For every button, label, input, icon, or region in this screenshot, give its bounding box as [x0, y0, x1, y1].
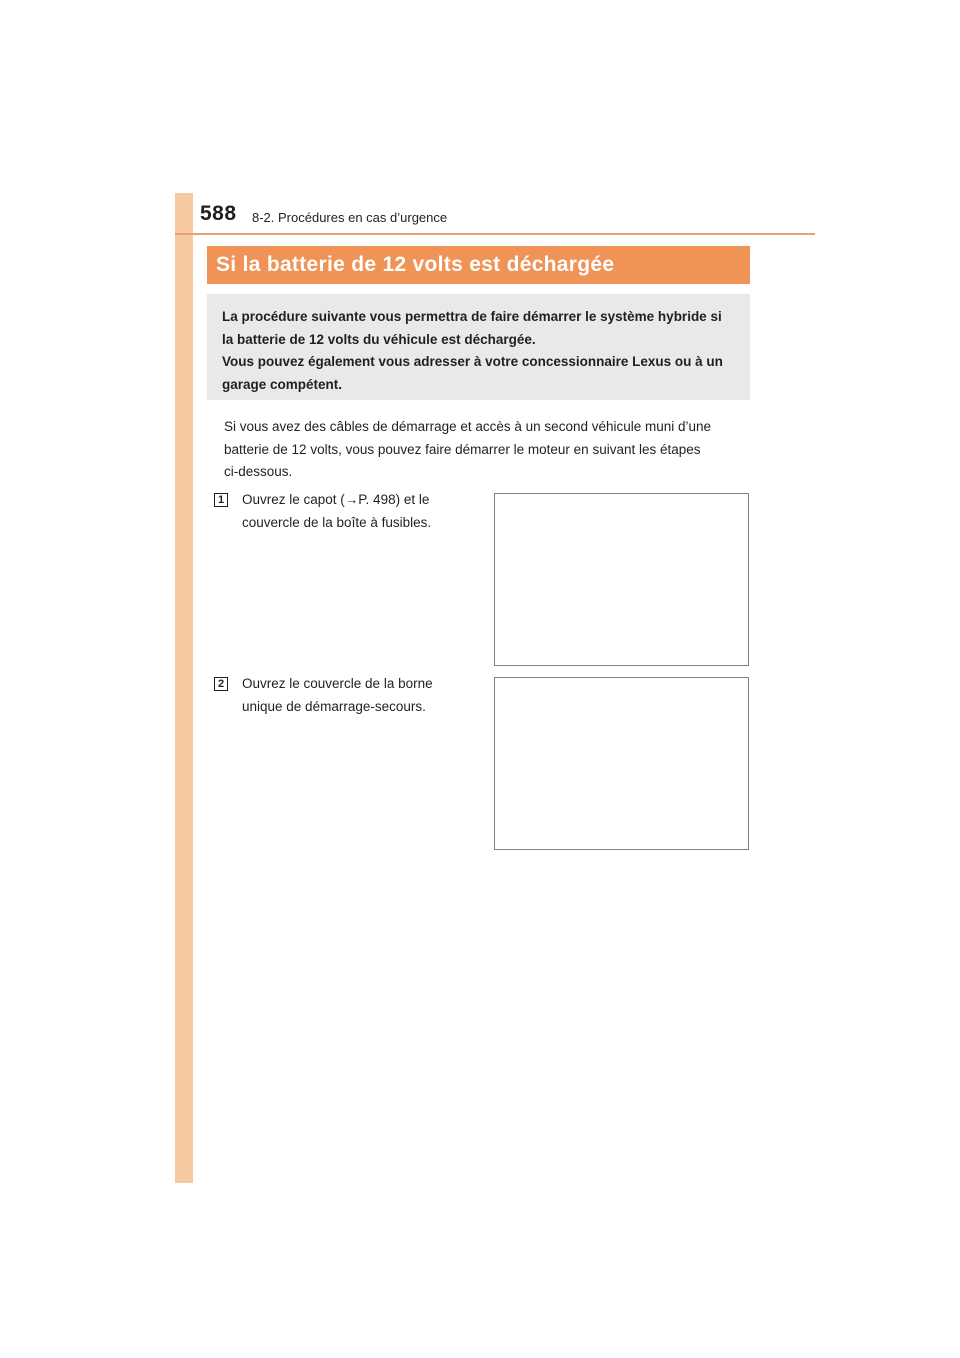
- step-line: couvercle de la boîte à fusibles.: [242, 515, 432, 530]
- step-number-1: 1: [214, 493, 228, 507]
- body-line: Si vous avez des câbles de démarrage et accès à un second véhicule muni d’une: [224, 419, 712, 434]
- page-title: Si la batterie de 12 volts est déchargée: [216, 253, 615, 276]
- page-number: 588: [200, 202, 237, 225]
- header-rule: [175, 233, 815, 235]
- body-line: batterie de 12 volts, vous pouvez faire démarrer le moteur en suivant les étapes: [224, 441, 701, 457]
- intro-line: la batterie de 12 volts du véhicule est déchargée.: [222, 331, 536, 347]
- step-line: Ouvrez le capot (→P. 498) et le: [242, 492, 430, 507]
- intro-line: La procédure suivante vous permettra de faire démarrer le système hybride si: [222, 309, 722, 324]
- step-2-text: [242, 672, 480, 718]
- step-number-2: 2: [214, 677, 228, 691]
- step-2-figure: [494, 677, 749, 850]
- section-title: 8-2. Procédures en cas d’urgence: [252, 210, 448, 225]
- side-tab-band: [175, 193, 193, 1183]
- step-line: unique de démarrage-secours.: [242, 699, 426, 714]
- step-1-figure: [494, 493, 749, 666]
- step-1-text: [242, 488, 480, 534]
- intro-line: garage compétent.: [222, 376, 343, 392]
- body-line: ci-dessous.: [224, 464, 293, 479]
- title-bar: [207, 246, 750, 284]
- step-line: Ouvrez le couvercle de la borne: [242, 676, 433, 691]
- body-paragraph: [224, 416, 746, 484]
- intro-text: [222, 306, 742, 396]
- intro-line: Vous pouvez également vous adresser à votre concessionnaire Lexus ou à un: [222, 354, 723, 369]
- intro-box: [207, 294, 750, 400]
